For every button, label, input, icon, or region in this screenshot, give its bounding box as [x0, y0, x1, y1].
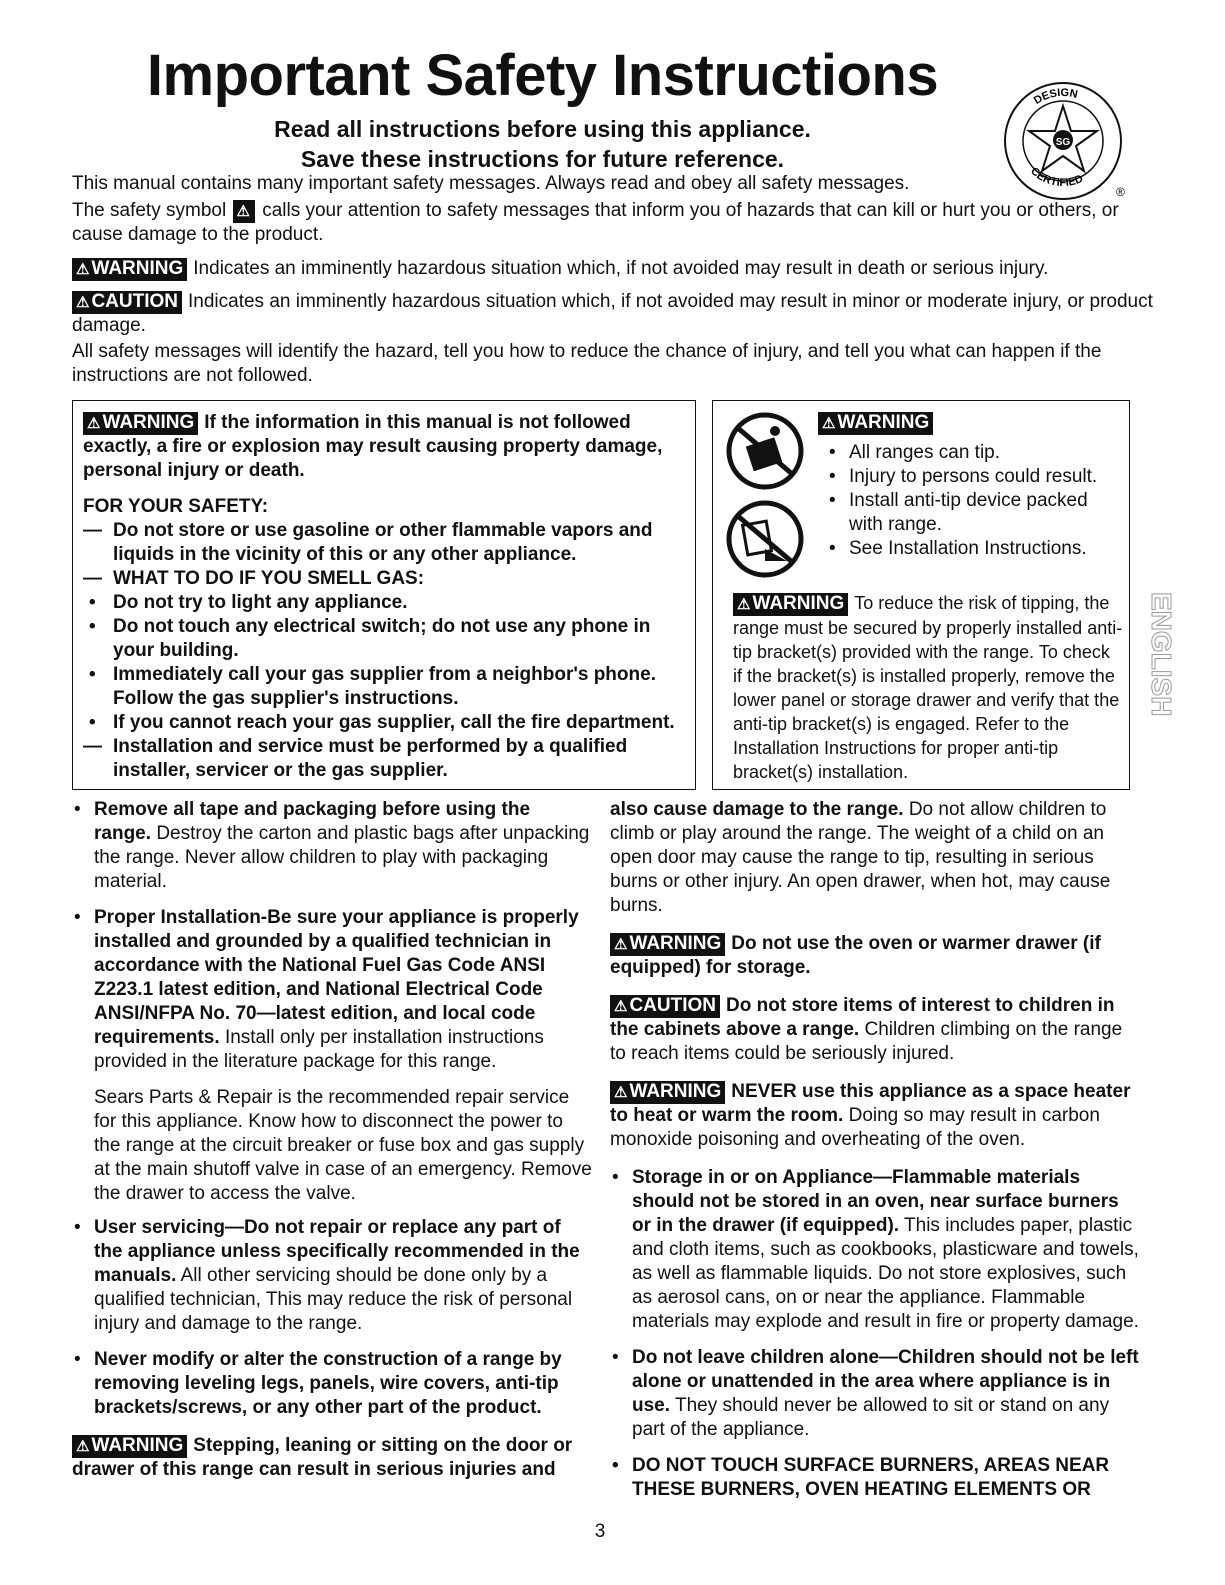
list-item: • Immediately call your gas supplier from a neighbor's phone. Follow the gas supplier's instructions. [83, 663, 685, 711]
language-tab-english: ENGLISH [1146, 592, 1177, 717]
caution-badge: ⚠ CAUTION [72, 291, 182, 314]
subtitle-read: Read all instructions before using this appliance. [274, 116, 811, 142]
intro-paragraph-3: All safety messages will identify the hazard, tell you how to reduce the chance of injury, and tell you what can happen if the instructions are not followed. [72, 341, 1102, 386]
svg-text:DESIGN: DESIGN [1031, 86, 1079, 108]
alert-triangle-icon: ⚠ [614, 1084, 628, 1101]
intro-paragraph-2: The safety symbol ⚠ calls your attention to safety messages that inform you of hazards that can kill or hurt you or others, or cause damage to the product. [72, 200, 1119, 245]
warning-badge: ⚠ WARNING [610, 1081, 725, 1104]
subtitle-save: Save these instructions for future reference. [300, 146, 785, 172]
list-item: • Storage in or on Appliance—Flammable materials should not be stored in an oven, near surface burners or in the drawer (if equipped). This includes paper, plastic and cloth items, such as cookbooks, plasticware and towels, as well as flammable liquids. Do not store explosives, such as aerosol cans, on or near the appliance. Flammable materials may explode and result in fire or property damage. [610, 1166, 1140, 1334]
door-warning-continued: also cause damage to the range. Do not allow children to climb or play around the range. The weight of a child on an open door may cause the range to tip, resulting in serious burns or other injury. An open drawer, when hot, may cause burns. [610, 799, 1111, 916]
list-item: • Do not touch any electrical switch; do not use any phone in your building. [83, 615, 685, 663]
alert-triangle-icon: ⚠ [822, 415, 836, 432]
alert-triangle-icon: ⚠ [76, 294, 90, 311]
svg-text:®: ® [1116, 185, 1125, 199]
svg-text:CERTIFIED: CERTIFIED [1028, 165, 1085, 190]
list-item: • See Installation Instructions. [825, 537, 1125, 561]
list-item: • User servicing—Do not repair or replace any part of the appliance unless specifically recommended in the manuals. All other servicing should be done only by a qualified technician, This may reduce the risk of personal injury and damage to the range. [72, 1216, 592, 1336]
door-warning: ⚠ WARNING Stepping, leaning or sitting on the door or drawer of this range can result in serious injuries and [72, 1435, 573, 1480]
alert-triangle-icon: ⚠ [76, 1438, 90, 1455]
intro-paragraph-1: This manual contains many important safety messages. Always read and obey all safety messages. [72, 173, 910, 194]
space-heater-warning: ⚠ WARNING NEVER use this appliance as a space heater to heat or warm the room. Doing so may result in carbon monoxide poisoning and overheating of the oven. [610, 1081, 1131, 1150]
anti-tip-warning-text: ⚠ WARNING To reduce the risk of tipping, the range must be secured by properly installed anti-tip bracket(s) provided with the range. To check if the bracket(s) is installed properly, remove the lower panel or storage drawer and verify that the anti-tip bracket(s) is engaged. Refer to the Installation Instructions for proper anti-tip bracket(s) installation. [733, 593, 1123, 782]
alert-triangle-icon: ⚠ [614, 936, 628, 953]
list-item: — Do not store or use gasoline or other flammable vapors and liquids in the vicinity of this or any other appliance. [83, 519, 685, 567]
list-item: • All ranges can tip. [825, 441, 1125, 465]
list-item: — Installation and service must be performed by a qualified installer, servicer or the gas supplier. [83, 735, 685, 783]
right-column [610, 798, 1140, 1514]
warning-badge: ⚠ WARNING [72, 1435, 187, 1458]
caution-definition: ⚠ CAUTION Indicates an imminently hazardous situation which, if not avoided may result in minor or moderate injury, or product damage. [72, 291, 1153, 336]
safety-symbol-icon: ⚠ [233, 200, 254, 223]
gas-warning-box [72, 400, 696, 790]
warning-badge: ⚠ WARNING [733, 593, 848, 616]
warning-badge: ⚠ WARNING [83, 412, 198, 435]
svg-text:SG: SG [1055, 137, 1071, 148]
sears-paragraph: Sears Parts & Repair is the recommended repair service for this appliance. Know how to disconnect the power to the range at the circuit breaker or fuse box and gas supply at the main shutoff valve in case of an emergency. Remove the drawer to access the valve. [94, 1087, 592, 1204]
list-item: • Injury to persons could result. [825, 465, 1125, 489]
list-item: • DO NOT TOUCH SURFACE BURNERS, AREAS NEAR THESE BURNERS, OVEN HEATING ELEMENTS OR [610, 1454, 1140, 1502]
warning-badge: ⚠ WARNING [610, 933, 725, 956]
for-your-safety-heading: FOR YOUR SAFETY: [83, 496, 269, 517]
warning-badge: ⚠ WARNING [72, 258, 187, 281]
gas-safety-list [83, 519, 685, 783]
list-item: • Never modify or alter the construction of a range by removing leveling legs, panels, wire covers, anti-tip brackets/screws, or any other part of the product. [72, 1348, 592, 1420]
list-item: • Do not leave children alone—Children should not be left alone or unattended in the area where appliance is in use. They should never be allowed to sit or stand on any part of the appliance. [610, 1346, 1140, 1442]
alert-triangle-icon: ⚠ [614, 998, 628, 1015]
alert-triangle-icon: ⚠ [737, 596, 751, 613]
page-number: 3 [594, 1521, 606, 1542]
list-item: • Proper Installation-Be sure your appliance is properly installed and grounded by a qualified technician in accordance with the National Fuel Gas Code ANSI Z223.1 latest edition, and National Electrical Code ANSI/NFPA No. 70—latest edition, and local code requirements. Install only per installation instructions provided in the literature package for this range. [72, 906, 592, 1074]
tip-warning-list [825, 441, 1125, 561]
alert-triangle-icon: ⚠ [76, 261, 90, 278]
list-item: • Do not try to light any appliance. [83, 591, 685, 615]
list-item: • Remove all tape and packaging before using the range. Destroy the carton and plastic bags after unpacking the range. Never allow children to play with packaging material. [72, 798, 592, 894]
cabinet-caution: ⚠ CAUTION Do not store items of interest to children in the cabinets above a range. Children climbing on the range to reach items could be seriously injured. [610, 995, 1123, 1064]
tip-warning-badge-row [818, 411, 939, 435]
warning-definition: ⚠ WARNING Indicates an imminently hazardous situation which, if not avoided may result in death or serious injury. [72, 257, 1162, 281]
anti-tip-bracket-icon [725, 499, 805, 579]
alert-triangle-icon: ⚠ [87, 415, 101, 432]
range-tipping-prohibited-icon [725, 411, 805, 491]
list-item: • If you cannot reach your gas supplier, call the fire department. [83, 711, 685, 735]
left-column [72, 798, 592, 1482]
gas-warning-lead: ⚠ WARNING If the information in this manual is not followed exactly, a fire or explosion may result causing property damage, personal injury or death. [83, 412, 663, 481]
warning-badge: ⚠ WARNING [818, 412, 933, 435]
caution-badge: ⚠ CAUTION [610, 995, 720, 1018]
page-title: Important Safety Instructions [146, 43, 939, 108]
storage-warning: ⚠ WARNING Do not use the oven or warmer drawer (if equipped) for storage. [610, 933, 1101, 978]
tip-warning-box [712, 400, 1130, 790]
list-item: — WHAT TO DO IF YOU SMELL GAS: [83, 567, 685, 591]
list-item: • Install anti-tip device packed with range. [825, 489, 1125, 537]
